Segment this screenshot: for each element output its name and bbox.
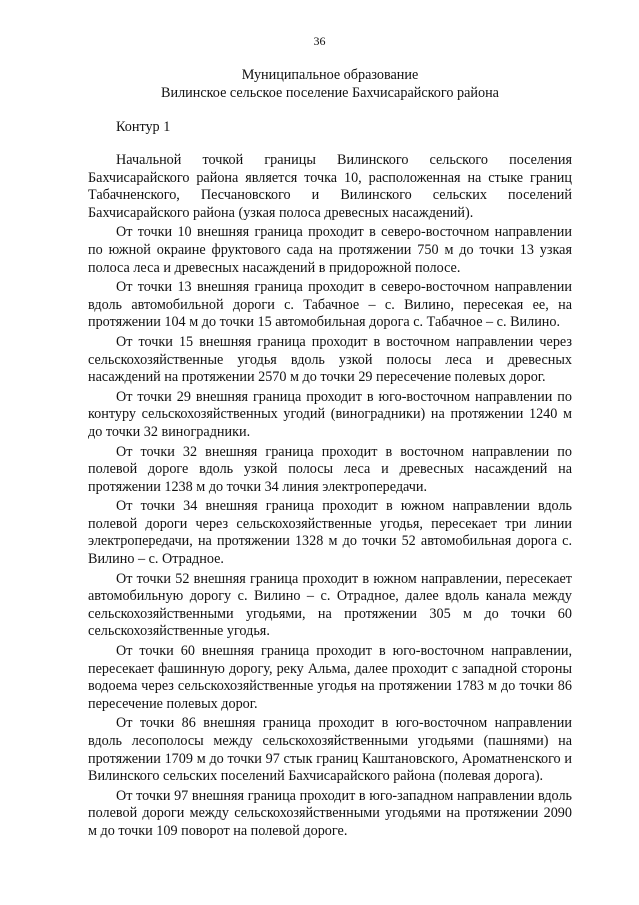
paragraph: От точки 10 внешняя граница проходит в северо-восточном направлении по южной окраине фруктового сада на протяжении 750 м до точки 13 узкая полоса леса и древесных насаждений в придорожной полосе. [88, 224, 572, 276]
document-header [88, 66, 572, 102]
contour-title: Контур 1 [116, 119, 171, 135]
paragraph: От точки 60 внешняя граница проходит в юго-восточном направлении, пересекает фашинную дорогу, реку Альма, далее проходит с западной стороны водоема через сельскохозяйственные угодья на протяжении 1783 м до точки 86 пересечение полевых дорог. [88, 643, 572, 712]
paragraph: От точки 32 внешняя граница проходит в восточном направлении по полевой дороге вдоль узкой полосы леса и древесных насаждений на протяжении 1238 м до точки 34 линия электропередачи. [88, 443, 572, 495]
paragraph: От точки 86 внешняя граница проходит в юго-восточном направлении вдоль лесополосы между сельскохозяйственными угодьями (пашнями) на протяжении 1709 м до точки 97 стык границ Каштановского, Ароматненского и Вилинского сельских поселений Бахчисарайского района (полевая дорога). [88, 715, 572, 785]
paragraph: От точки 52 внешняя граница проходит в южном направлении, пересекает автомобильную дорогу с. Вилино – с. Отрадное, далее вдоль канала между сельскохозяйственными угодьями, на протяжении 305 м до точки 60 сельскохозяйственные угодья. [88, 570, 572, 640]
paragraph: От точки 97 внешняя граница проходит в юго-западном направлении вдоль полевой дороги между сельскохозяйственными угодьями на протяжении 2090 м до точки 109 поворот на полевой дороге. [88, 787, 572, 839]
paragraph: От точки 13 внешняя граница проходит в северо-восточном направлении вдоль автомобильной дороги с. Табачное – с. Вилино, пересекая ее, на протяжении 104 м до точки 15 автомобильная дорога с. Табачное – с. Вилино. [88, 279, 572, 331]
paragraph: Начальной точкой границы Вилинского сельского поселения Бахчисарайского района является точка 10, расположенная на стыке границ Табачненского, Песчановского и Вилинского сельских поселений Бахчисарайского района (узкая полоса древесных насаждений). [88, 152, 572, 221]
page-number: 36 [313, 34, 326, 48]
header-line-settlement: Вилинское сельское поселение Бахчисарайского района [161, 85, 499, 101]
paragraph: От точки 15 внешняя граница проходит в восточном направлении через сельскохозяйственные угодья вдоль узкой полосы леса и древесных насаждений на протяжении 2570 м до точки 29 пересечение полевых дорог. [88, 333, 572, 386]
paragraph: От точки 34 внешняя граница проходит в южном направлении вдоль полевой дороги через сельскохозяйственные угодья, пересекает три линии электропередачи, на протяжении 1328 м до точки 52 автомобильная дорога с. Вилино – с. Отрадное. [88, 498, 572, 568]
document-body [88, 152, 572, 843]
header-line-municipality: Муниципальное образование [241, 67, 419, 83]
paragraph: От точки 29 внешняя граница проходит в юго-восточном направлении по контуру сельскохозяйственных угодий (виноградники) на протяжении 1240 м до точки 32 виноградники. [88, 388, 572, 440]
